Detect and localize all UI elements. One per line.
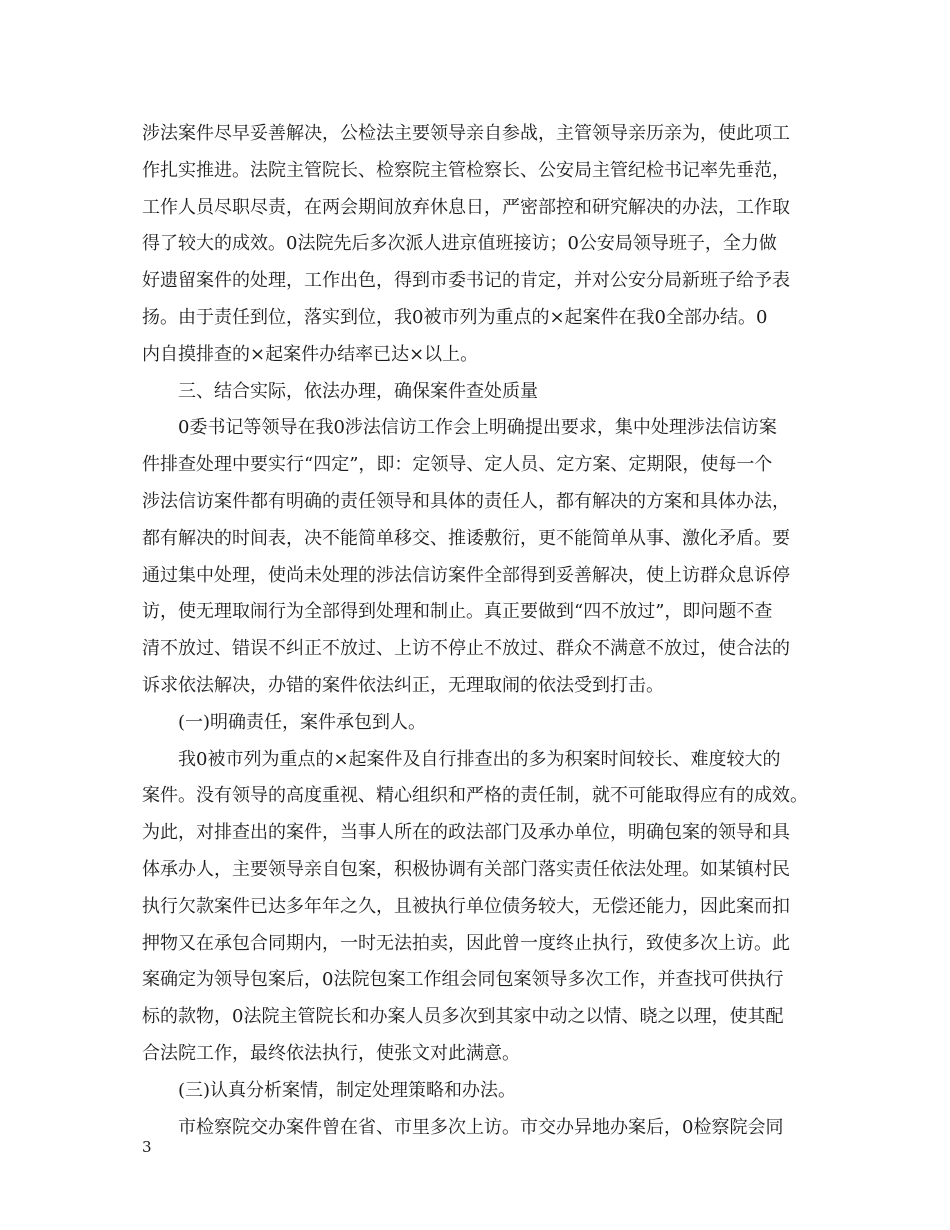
text-line: 押物又在承包合同期内，一时无法拍卖，因此曾一度终止执行，致使多次上访。此 [142,932,790,954]
text-line: 好遗留案件的处理，工作出色，得到市委书记的肯定，并对公安分局新班子给予表 [142,270,790,292]
text-line: 三、结合实际，依法办理，确保案件查处质量 [178,380,538,402]
text-line: 标的款物，0法院主管院长和办案人员多次到其家中动之以情、晓之以理，使其配 [142,1006,784,1028]
text-line: 合法院工作，最终依法执行，使张文对此满意。 [142,1042,520,1064]
text-line: 涉法案件尽早妥善解决，公检法主要领导亲自参战，主管领导亲历亲为，使此项工 [142,123,790,144]
text-line: 工作人员尽职尽责，在两会期间放弃休息日，严密部控和研究解决的办法，工作取 [142,196,790,218]
text-line: 都有解决的时间表，决不能简单移交、推诿敷衍，更不能简单从事、激化矛盾。要 [142,527,790,549]
text-line: (一)明确责任，案件承包到人。 [178,711,427,733]
text-line: 作扎实推进。法院主管院长、检察院主管检察长、公安局主管纪检书记率先垂范， [142,159,790,181]
text-line: 内自摸排查的×起案件办结率已达×以上。 [142,343,479,365]
text-line: 体承办人，主要领导亲自包案，积极协调有关部门落实责任依法处理。如某镇村民 [142,858,790,880]
document-body [142,116,812,1146]
text-line: 通过集中处理，使尚未处理的涉法信访案件全部得到妥善解决，使上访群众息诉停 [142,564,790,586]
text-line: 扬。由于责任到位，落实到位，我0被市列为重点的×起案件在我0全部办结。0 [142,306,768,328]
text-line: 涉法信访案件都有明确的责任领导和具体的责任人，都有解决的方案和具体办法， [142,490,790,512]
text-line: 得了较大的成效。0法院先后多次派人进京值班接访；0公安局领导班子，全力做 [142,233,777,255]
text-line: 执行欠款案件已达多年年之久，且被执行单位债务较大，无偿还能力，因此案而扣 [142,895,790,917]
text-line: 案件。没有领导的高度重视、精心组织和严格的责任制，就不可能取得应有的成效。 [142,785,808,807]
text-line: 我0被市列为重点的×起案件及自行排查出的多为积案时间较长、难度较大的 [178,748,781,770]
page-number: 3 [142,1138,152,1156]
text-line: 件排查处理中要实行“四定”，即：定领导、定人员、定方案、定期限，使每一个 [142,454,773,476]
text-line: 访，使无理取闹行为全部得到处理和制止。真正要做到“四不放过”，即问题不查 [142,601,773,623]
text-line: (三)认真分析案情，制定处理策略和办法。 [178,1079,517,1101]
text-line: 清不放过、错误不纠正不放过、上访不停止不放过、群众不满意不放过，使合法的 [142,638,790,660]
text-line: 为此，对排查出的案件，当事人所在的政法部门及承办单位，明确包案的领导和具 [142,822,790,844]
text-line: 0委书记等领导在我0涉法信访工作会上明确提出要求，集中处理涉法信访案 [178,417,777,439]
text-line: 市检察院交办案件曾在省、市里多次上访。市交办异地办案后，0检察院会同 [178,1116,784,1138]
text-line: 案确定为领导包案后，0法院包案工作组会同包案领导多次工作，并查找可供执行 [142,969,784,991]
text-line: 诉求依法解决，办错的案件依法纠正，无理取闹的依法受到打击。 [142,674,664,696]
